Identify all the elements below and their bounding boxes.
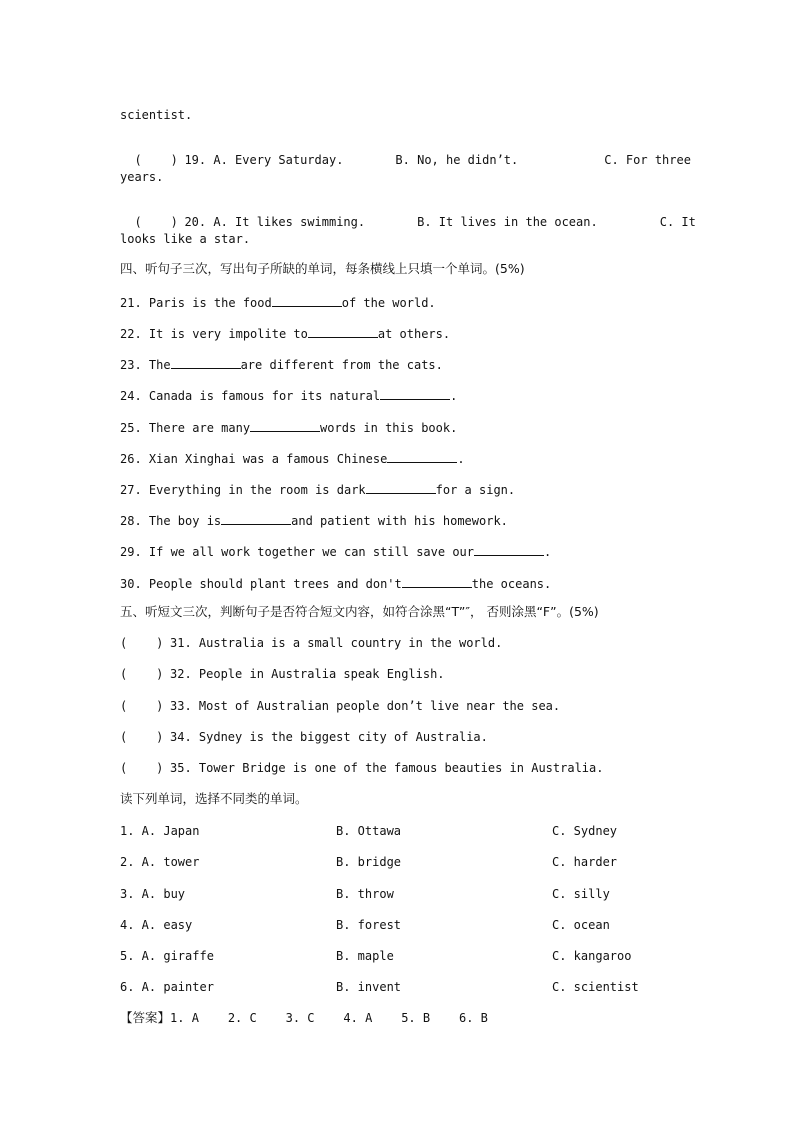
blank-line[interactable] <box>380 387 450 400</box>
fill-item-30: 30. People should plant trees and don't the oceans. <box>120 577 552 591</box>
option-a: 4. A. easy <box>120 918 193 932</box>
answer-paren[interactable]: ( ) <box>120 667 164 681</box>
option-b: B. Ottawa <box>336 824 402 838</box>
option-c: C. ocean <box>552 918 610 932</box>
fill-item-22: 22. It is very impolite to at others. <box>120 327 451 341</box>
option-a: 3. A. buy <box>120 887 186 901</box>
fill-item-21: 21. Paris is the food of the world. <box>120 296 436 310</box>
question-number: 19. <box>184 153 207 167</box>
judge-item-35: ( ) 35. Tower Bridge is one of the famous beauties in Australia. <box>120 761 604 775</box>
option-c: C. Sydney <box>552 824 618 838</box>
fill-item-26: 26. Xian Xinghai was a famous Chinese . <box>120 452 465 466</box>
option-c: C. harder <box>552 855 618 869</box>
fill-item-27: 27. Everything in the room is dark for a sign. <box>120 483 516 497</box>
blank-line[interactable] <box>387 450 457 463</box>
judge-item-34: ( ) 34. Sydney is the biggest city of Australia. <box>120 730 488 744</box>
answer-text: 1. A 2. C 3. C 4. A 5. B 6. B <box>170 1011 488 1025</box>
answer-key <box>120 1010 488 1026</box>
q20-tail: looks like a star. <box>120 232 251 246</box>
option-c: C. silly <box>552 887 610 901</box>
option-a: A. It likes swimming. <box>213 215 366 229</box>
answer-paren[interactable]: ( ) <box>134 215 178 229</box>
option-b: B. invent <box>336 980 402 994</box>
section-6-heading: 读下列单词，选择不同类的单词。 <box>120 791 308 806</box>
judge-item-33: ( ) 33. Most of Australian people don’t live near the sea. <box>120 699 561 713</box>
blank-line[interactable] <box>171 356 241 369</box>
blank-line[interactable] <box>308 325 378 338</box>
fill-item-28: 28. The boy is and patient with his homework. <box>120 514 508 528</box>
option-a: 1. A. Japan <box>120 824 200 838</box>
option-c: C. kangaroo <box>552 949 632 963</box>
fill-item-29: 29. If we all work together we can still save our . <box>120 545 552 559</box>
answer-paren[interactable]: ( ) <box>120 636 164 650</box>
fill-item-25: 25. There are many words in this book. <box>120 421 458 435</box>
section-4-heading: 四、听句子三次，写出句子所缺的单词，每条横线上只填一个单词。(5%) <box>120 261 525 276</box>
option-a: 6. A. painter <box>120 980 214 994</box>
judge-item-31: ( ) 31. Australia is a small country in the world. <box>120 636 503 650</box>
question-19 <box>120 136 691 167</box>
option-c: C. For three <box>604 153 691 167</box>
blank-line[interactable] <box>272 294 342 307</box>
question-20 <box>120 198 696 229</box>
option-b: B. throw <box>336 887 394 901</box>
option-b: B. maple <box>336 949 394 963</box>
judge-item-32: ( ) 32. People in Australia speak English. <box>120 667 445 681</box>
option-a: 2. A. tower <box>120 855 200 869</box>
q18-tail: scientist. <box>120 108 193 122</box>
blank-line[interactable] <box>250 419 320 432</box>
answer-paren[interactable]: ( ) <box>120 699 164 713</box>
question-number: 20. <box>184 215 207 229</box>
option-a: 5. A. giraffe <box>120 949 214 963</box>
option-c: C. It <box>659 215 696 229</box>
answer-paren[interactable]: ( ) <box>134 153 178 167</box>
answer-paren[interactable]: ( ) <box>120 730 164 744</box>
option-b: B. It lives in the ocean. <box>417 215 598 229</box>
blank-line[interactable] <box>221 512 291 525</box>
fill-item-24: 24. Canada is famous for its natural . <box>120 389 458 403</box>
option-b: B. forest <box>336 918 402 932</box>
blank-line[interactable] <box>402 575 472 588</box>
answer-paren[interactable]: ( ) <box>120 761 164 775</box>
section-5-heading: 五、听短文三次，判断句子是否符合短文内容，如符合涂黑“T”″， 否则涂黑“F”。(5%) <box>120 604 599 619</box>
option-b: B. No, he didn’t. <box>395 153 519 167</box>
blank-line[interactable] <box>474 543 544 556</box>
option-b: B. bridge <box>336 855 402 869</box>
blank-line[interactable] <box>366 481 436 494</box>
option-a: A. Every Saturday. <box>213 153 344 167</box>
fill-item-23: 23. The are different from the cats. <box>120 358 443 372</box>
option-c: C. scientist <box>552 980 639 994</box>
answer-label: 【答案】 <box>120 1010 171 1025</box>
q19-tail: years. <box>120 170 164 184</box>
